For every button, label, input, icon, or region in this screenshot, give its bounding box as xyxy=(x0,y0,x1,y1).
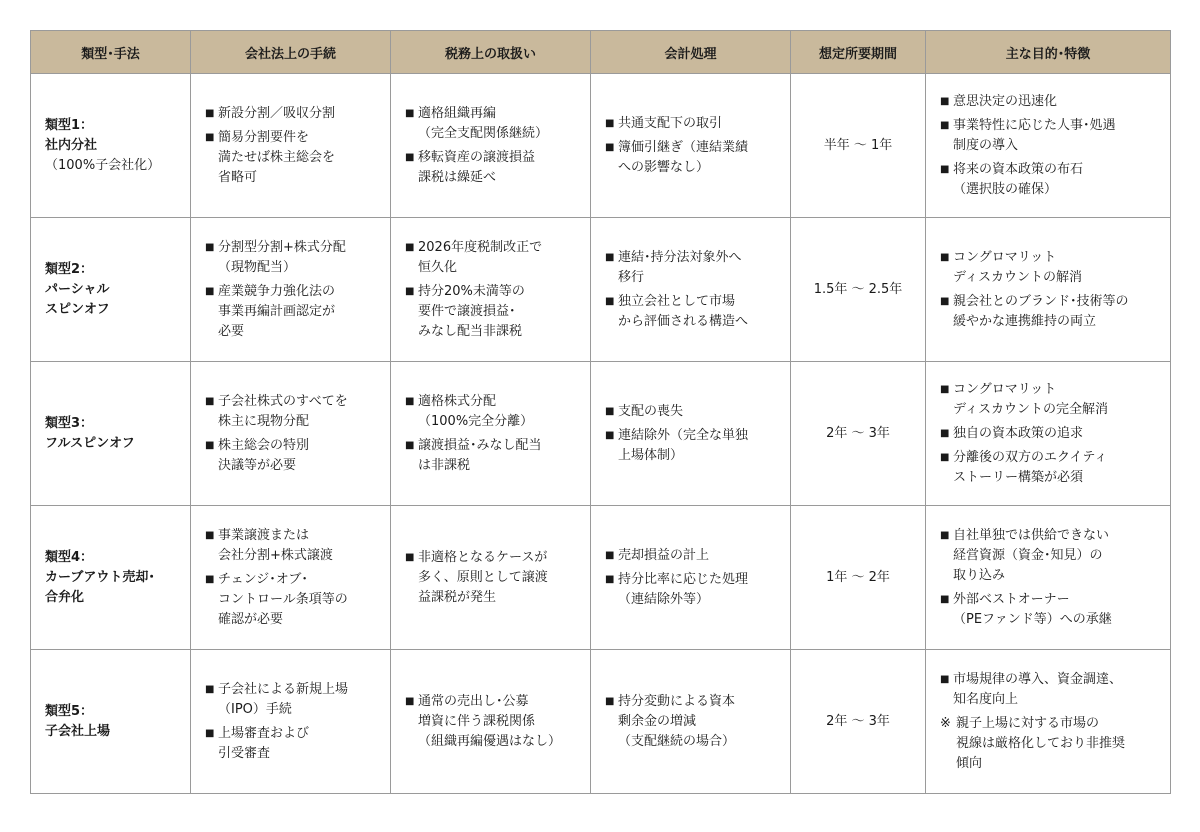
list-item-text: 支配の喪失 xyxy=(618,403,684,419)
type-number: 類型5： xyxy=(45,703,94,719)
bullet-icon: ■ xyxy=(940,451,950,463)
period-cell: 1.5年 ～ 2.5年 xyxy=(791,218,926,362)
type-number: 類型4： xyxy=(45,549,94,565)
list-item xyxy=(605,570,780,610)
list-item xyxy=(405,548,580,608)
list-item-text: 共通支配下の取引 xyxy=(618,115,723,131)
list-item xyxy=(205,392,380,432)
bullet-icon: ■ xyxy=(940,295,950,307)
list-item-text: 親会社とのブランド･技術等の 緩やかな連携維持の両立 xyxy=(953,293,1129,329)
list-item-text: 2026年度税制改正で 恒久化 xyxy=(418,239,543,275)
list-item xyxy=(405,104,580,144)
list-item-text: 子会社による新規上場 （IPO）手続 xyxy=(218,681,349,717)
list-item-text: 売却損益の計上 xyxy=(618,547,710,563)
tax-cell xyxy=(391,506,591,650)
bullet-icon: ■ xyxy=(205,285,215,297)
tax-cell xyxy=(391,218,591,362)
type-name: パーシャル スピンオフ xyxy=(45,281,110,317)
bullet-icon: ■ xyxy=(405,241,415,253)
accounting-cell xyxy=(591,506,791,650)
list-item-text: 分離後の双方のエクイティ ストーリー構築が必須 xyxy=(953,449,1108,485)
purpose-cell xyxy=(926,506,1171,650)
list-item-text: 非適格となるケースが 多く、原則として譲渡 益課税が発生 xyxy=(418,549,548,605)
bullet-icon: ■ xyxy=(405,395,415,407)
list-item xyxy=(605,138,780,178)
procedure-cell xyxy=(191,506,391,650)
list-item xyxy=(205,724,380,764)
bullet-icon: ■ xyxy=(605,405,615,417)
accounting-cell xyxy=(591,218,791,362)
procedure-cell xyxy=(191,362,391,506)
type-name: カーブアウト売却･ 合弁化 xyxy=(45,569,155,605)
list-item xyxy=(205,526,380,566)
list-item xyxy=(205,104,380,124)
list-item-text: 簡易分割要件を 満たせば株主総会を 省略可 xyxy=(218,129,336,185)
list-item-text: 連結･持分法対象外へ 移行 xyxy=(618,249,742,285)
list-item xyxy=(940,670,1160,710)
bullet-icon: ■ xyxy=(605,549,615,561)
list-item xyxy=(405,692,580,752)
tax-cell xyxy=(391,362,591,506)
purpose-cell xyxy=(926,74,1171,218)
list-item-text: 分割型分割+株式分配 （現物配当） xyxy=(218,239,346,275)
list-item xyxy=(940,92,1160,112)
bullet-icon: ■ xyxy=(205,439,215,451)
tax-cell xyxy=(391,650,591,794)
header-type: 類型･手法 xyxy=(31,31,191,74)
list-item xyxy=(605,402,780,422)
period-cell: 1年 ～ 2年 xyxy=(791,506,926,650)
list-item xyxy=(405,392,580,432)
bullet-icon: ■ xyxy=(940,673,950,685)
bullet-icon: ■ xyxy=(205,241,215,253)
bullet-icon: ■ xyxy=(405,695,415,707)
procedure-cell xyxy=(191,650,391,794)
bullet-icon: ■ xyxy=(405,551,415,563)
list-item-text: 事業譲渡または 会社分割+株式譲渡 xyxy=(218,527,333,563)
table-row xyxy=(31,218,1171,362)
bullet-icon: ■ xyxy=(605,695,615,707)
list-item xyxy=(940,590,1160,630)
bullet-icon: ■ xyxy=(605,251,615,263)
type-cell xyxy=(31,218,191,362)
bullet-icon: ■ xyxy=(940,251,950,263)
list-item xyxy=(205,238,380,278)
list-item-text: 市場規律の導入、資金調達、 知名度向上 xyxy=(953,671,1123,707)
bullet-icon: ■ xyxy=(940,383,950,395)
purpose-cell xyxy=(926,650,1171,794)
list-item xyxy=(605,292,780,332)
list-item xyxy=(605,546,780,566)
purpose-cell xyxy=(926,362,1171,506)
list-item xyxy=(940,160,1160,200)
list-item-text: 親子上場に対する市場の 視線は厳格化しており非推奨 傾向 xyxy=(956,715,1126,771)
bullet-icon: ■ xyxy=(205,573,215,585)
list-item-text: 株主総会の特別 決議等が必要 xyxy=(218,437,310,473)
list-item-text: 将来の資本政策の布石 （選択肢の確保） xyxy=(953,161,1084,197)
table-row xyxy=(31,74,1171,218)
list-item-text: 持分変動による資本 剰余金の増減 （支配継続の場合） xyxy=(618,693,736,749)
list-item xyxy=(605,426,780,466)
header-procedure: 会社法上の手続 xyxy=(191,31,391,74)
list-item-text: 独立会社として市場 から評価される構造へ xyxy=(618,293,749,329)
bullet-icon: ■ xyxy=(405,285,415,297)
accounting-cell xyxy=(591,362,791,506)
bullet-icon: ■ xyxy=(940,529,950,541)
list-item xyxy=(405,282,580,342)
list-item-text: 適格組織再編 （完全支配関係継続） xyxy=(418,105,549,141)
list-item-text: コングロマリット ディスカウントの解消 xyxy=(953,249,1082,285)
period-cell: 2年 ～ 3年 xyxy=(791,650,926,794)
bullet-icon: ■ xyxy=(205,107,215,119)
header-tax: 税務上の取扱い xyxy=(391,31,591,74)
list-item-text: 移転資産の譲渡損益 課税は繰延べ xyxy=(418,149,536,185)
bullet-icon: ■ xyxy=(940,119,950,131)
list-item xyxy=(205,282,380,342)
header-period: 想定所要期間 xyxy=(791,31,926,74)
bullet-icon: ■ xyxy=(605,295,615,307)
type-cell xyxy=(31,650,191,794)
bullet-icon: ■ xyxy=(940,163,950,175)
type-number: 類型2： xyxy=(45,261,94,277)
list-item-text: 意思決定の迅速化 xyxy=(953,93,1058,109)
type-number: 類型1： xyxy=(45,117,94,133)
list-item-text: 自社単独では供給できない 経営資源（資金･知見）の 取り込み xyxy=(953,527,1110,583)
type-cell xyxy=(31,362,191,506)
bullet-icon: ■ xyxy=(605,141,615,153)
list-item-text: 連結除外（完全な単独 上場体制） xyxy=(618,427,749,463)
list-item-text: 独自の資本政策の追求 xyxy=(953,425,1084,441)
list-item-text: チェンジ･オブ･ コントロール条項等の 確認が必要 xyxy=(218,571,348,627)
bullet-icon: ■ xyxy=(940,95,950,107)
list-item xyxy=(605,692,780,752)
list-item-text: 適格株式分配 （100%完全分離） xyxy=(418,393,534,429)
table-row xyxy=(31,650,1171,794)
bullet-icon: ■ xyxy=(205,131,215,143)
list-item-text: 新設分割／吸収分割 xyxy=(218,105,336,121)
list-item xyxy=(940,248,1160,288)
list-item-text: 持分比率に応じた処理 （連結除外等） xyxy=(618,571,749,607)
list-item-text: 事業特性に応じた人事･処遇 制度の導入 xyxy=(953,117,1116,153)
list-item xyxy=(940,380,1160,420)
type-cell xyxy=(31,506,191,650)
period-cell: 2年 ～ 3年 xyxy=(791,362,926,506)
table-row xyxy=(31,362,1171,506)
purpose-cell xyxy=(926,218,1171,362)
list-item xyxy=(940,424,1160,444)
type-name: フルスピンオフ xyxy=(45,435,135,451)
bullet-icon: ■ xyxy=(605,117,615,129)
list-item xyxy=(605,114,780,134)
header-row xyxy=(31,31,1171,74)
list-item xyxy=(405,238,580,278)
list-item-text: 外部ベストオーナー （PEファンド等）への承継 xyxy=(953,591,1112,627)
bullet-icon: ■ xyxy=(205,683,215,695)
bullet-icon: ■ xyxy=(205,727,215,739)
list-item-text: 子会社株式のすべてを 株主に現物分配 xyxy=(218,393,348,429)
bullet-icon: ■ xyxy=(405,439,415,451)
type-number: 類型3： xyxy=(45,415,94,431)
list-item xyxy=(940,292,1160,332)
list-item-text: 産業競争力強化法の 事業再編計画認定が 必要 xyxy=(218,283,336,339)
list-item xyxy=(405,148,580,188)
bullet-icon: ■ xyxy=(940,427,950,439)
comparison-table-container xyxy=(30,30,1170,794)
list-item-text: 通常の売出し･公募 増資に伴う課税関係 （組織再編優遇はなし） xyxy=(418,693,562,749)
accounting-cell xyxy=(591,650,791,794)
bullet-icon: ■ xyxy=(205,529,215,541)
note-mark: ※ xyxy=(940,715,951,731)
list-item xyxy=(605,248,780,288)
procedure-cell xyxy=(191,218,391,362)
bullet-icon: ■ xyxy=(940,593,950,605)
bullet-icon: ■ xyxy=(605,429,615,441)
list-item xyxy=(940,714,1160,774)
type-name: 子会社上場 xyxy=(45,723,111,739)
list-item xyxy=(205,680,380,720)
period-cell: 半年 ～ 1年 xyxy=(791,74,926,218)
procedure-cell xyxy=(191,74,391,218)
list-item xyxy=(205,436,380,476)
bullet-icon: ■ xyxy=(205,395,215,407)
list-item-text: コングロマリット ディスカウントの完全解消 xyxy=(953,381,1108,417)
tax-cell xyxy=(391,74,591,218)
list-item-text: 持分20%未満等の 要件で譲渡損益･ みなし配当非課税 xyxy=(418,283,525,339)
type-cell xyxy=(31,74,191,218)
bullet-icon: ■ xyxy=(405,151,415,163)
list-item xyxy=(405,436,580,476)
bullet-icon: ■ xyxy=(405,107,415,119)
list-item xyxy=(205,128,380,188)
list-item xyxy=(205,570,380,630)
header-accounting: 会計処理 xyxy=(591,31,791,74)
accounting-cell xyxy=(591,74,791,218)
bullet-icon: ■ xyxy=(605,573,615,585)
list-item-text: 譲渡損益･みなし配当 は非課税 xyxy=(418,437,542,473)
list-item-text: 上場審査および 引受審査 xyxy=(218,725,310,761)
table-row xyxy=(31,506,1171,650)
list-item xyxy=(940,448,1160,488)
comparison-table xyxy=(30,30,1171,794)
type-subtitle: （100%子会社化） xyxy=(45,157,161,173)
header-purpose: 主な目的･特徴 xyxy=(926,31,1171,74)
type-name: 社内分社 xyxy=(45,137,98,153)
list-item xyxy=(940,526,1160,586)
list-item xyxy=(940,116,1160,156)
list-item-text: 簿価引継ぎ（連結業績 への影響なし） xyxy=(618,139,749,175)
